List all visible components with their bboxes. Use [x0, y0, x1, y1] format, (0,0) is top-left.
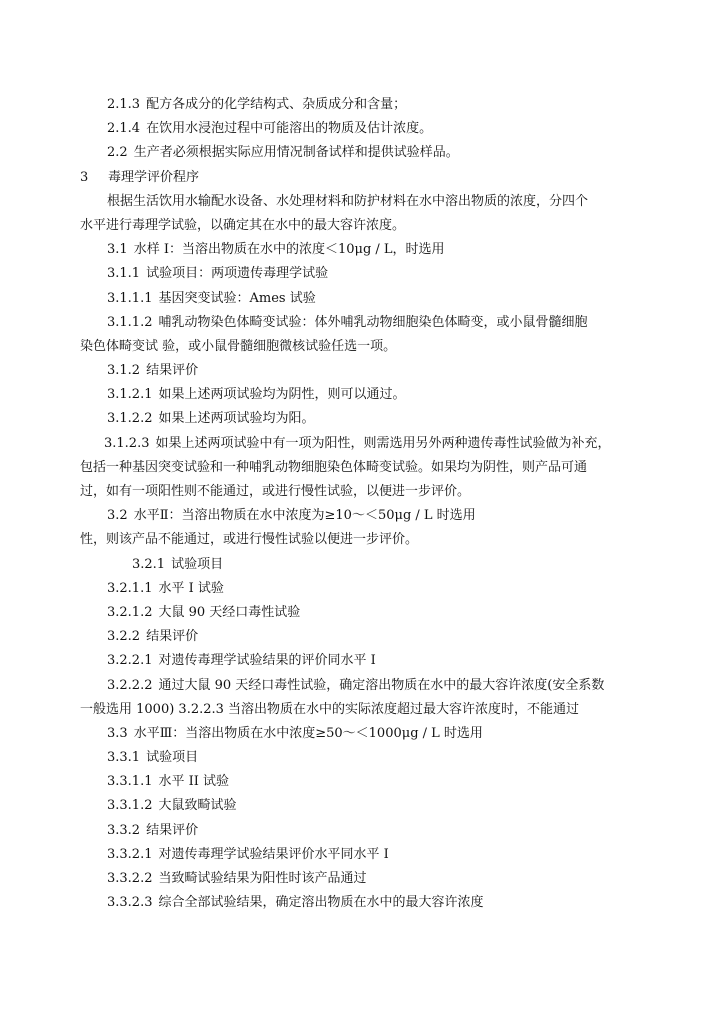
line-text: 水平 I 试验: [158, 580, 224, 596]
section-number: 3.3.1.2: [107, 798, 153, 814]
section-number: 3.3.2.1: [107, 846, 153, 862]
section-number: 3.2.2.2: [107, 677, 153, 693]
line-text: 生产者必须根据实际应用情况制备试样和提供试验样品。: [133, 145, 459, 161]
section-number: 3.1.2: [107, 363, 141, 379]
section-number: 3.2.1.2: [107, 604, 153, 620]
line-text: 结果评价: [146, 363, 199, 379]
section-number: 3.1.2.2: [107, 411, 153, 427]
line-text: 结果评价: [146, 629, 199, 645]
text-line: [80, 432, 660, 456]
text-line: [80, 794, 660, 818]
text-line: [80, 407, 660, 431]
text-line: [80, 335, 660, 359]
text-line: [80, 456, 660, 480]
document-body: [80, 93, 660, 915]
line-text: 试验项目: [146, 750, 199, 766]
text-line: [80, 577, 660, 601]
text-line: [80, 141, 660, 165]
text-line: [80, 190, 660, 214]
line-text: 水平Ⅲ：当溶出物质在水中浓度≥50～＜1000μg / L 时选用: [133, 725, 483, 741]
section-number: 3.1.1: [107, 266, 141, 282]
line-text: 性，则该产品不能通过，或进行慢性试验以便进一步评价。: [80, 532, 419, 548]
text-line: [80, 553, 660, 577]
text-line: [80, 770, 660, 794]
section-number: 2.1.3: [107, 97, 141, 112]
line-text: 配方各成分的化学结构式、杂质成分和含量；: [146, 97, 407, 112]
text-line: [80, 625, 660, 649]
text-line: [80, 601, 660, 625]
text-line: [80, 722, 660, 746]
section-number: 3.2.2.1: [107, 653, 153, 669]
section-number: 3.3.2.3: [107, 895, 153, 911]
line-text: 当致畸试验结果为阳性时该产品通过: [158, 871, 367, 886]
text-line: [80, 238, 660, 262]
line-text: 哺乳动物染色体畸变试验：体外哺乳动物细胞染色体畸变，或小鼠骨髓细胞: [158, 314, 588, 330]
line-text: 如果上述两项试验中有一项为阳性，则需选用另外两种遗传毒性试验做为补充，: [155, 435, 611, 451]
text-line: [80, 287, 660, 311]
section-number: 3.1.1.1: [107, 290, 153, 306]
line-text: 一般选用 1000) 3.2.2.3 当溶出物质在水中的实际浓度超过最大容许浓度时，不能通过: [80, 701, 580, 717]
section-number: 3: [80, 169, 89, 185]
line-text: 通过大鼠 90 天经口毒性试验，确定溶出物质在水中的最大容许浓度(安全系数: [158, 677, 605, 693]
section-number: 3.2.1: [132, 556, 166, 572]
line-text: 水平Ⅱ：当溶出物质在水中浓度为≥10～＜50μg / L 时选用: [133, 508, 476, 524]
text-line: [80, 504, 660, 528]
section-number: 3.1: [107, 242, 128, 258]
line-text: 包括一种基因突变试验和一种哺乳动物细胞染色体畸变试验。如果均为阴性，则产品可通: [80, 459, 588, 475]
section-number: 3.3.2: [107, 822, 141, 838]
text-line: [80, 891, 660, 915]
section-number: 3.3.1.1: [107, 774, 153, 790]
text-line: [80, 867, 660, 891]
section-number: 3.3.1: [107, 750, 141, 766]
line-text: 如果上述两项试验均为阴性，则可以通过。: [158, 387, 406, 403]
section-number: 2.1.4: [107, 121, 141, 137]
text-line: [80, 746, 660, 770]
line-text: 水样 I：当溶出物质在水中的浓度＜10μg / L，时选用: [133, 242, 445, 258]
text-line: [80, 93, 660, 117]
line-text: 试验项目: [171, 556, 224, 572]
text-line: [80, 262, 660, 286]
text-line: [80, 819, 660, 843]
line-text: 大鼠致畸试验: [158, 798, 237, 814]
text-line: [80, 480, 660, 504]
text-line: [80, 843, 660, 867]
line-text: 试验项目：两项遗传毒理学试验: [146, 266, 329, 282]
line-text: 过，如有一项阳性则不能通过，或进行慢性试验，以便进一步评价。: [80, 484, 471, 499]
line-text: 根据生活饮用水输配水设备、水处理材料和防护材料在水中溶出物质的浓度，分四个: [107, 193, 589, 209]
line-text: 结果评价: [146, 822, 199, 838]
line-text: 水平进行毒理学试验，以确定其在水中的最大容许浓度。: [80, 217, 406, 233]
section-number: 3.1.2.1: [107, 387, 153, 403]
line-text: 如果上述两项试验均为阳。: [158, 411, 315, 427]
text-line: [80, 528, 660, 552]
text-line: [80, 359, 660, 383]
line-text: 大鼠 90 天经口毒性试验: [158, 604, 301, 620]
section-number: 3.3: [107, 725, 128, 741]
text-line: [80, 166, 660, 190]
text-line: [80, 311, 660, 335]
section-number: 3.1.2.3: [104, 435, 150, 451]
text-line: [80, 698, 660, 722]
section-number: 3.3.2.2: [107, 871, 153, 886]
section-number: 3.2: [107, 508, 128, 524]
line-text: 基因突变试验：Ames 试验: [158, 290, 316, 306]
text-line: [80, 674, 660, 698]
line-text: 在饮用水浸泡过程中可能溶出的物质及估计浓度。: [146, 121, 433, 137]
line-text: 对遗传毒理学试验结果的评价同水平 Ⅰ: [158, 653, 376, 669]
line-text: 毒理学评价程序: [108, 169, 200, 185]
text-line: [80, 117, 660, 141]
section-number: 3.2.1.1: [107, 580, 153, 596]
section-number: 3.2.2: [107, 629, 141, 645]
section-number: 2.2: [107, 145, 128, 161]
line-text: 对遗传毒理学试验结果评价水平同水平 Ⅰ: [158, 846, 389, 862]
section-number: 3.1.1.2: [107, 314, 153, 330]
text-line: [80, 214, 660, 238]
line-text: 水平 II 试验: [158, 774, 230, 790]
line-text: 染色体畸变试 验，或小鼠骨髓细胞微核试验任选一项。: [80, 338, 397, 354]
line-text: 综合全部试验结果，确定溶出物质在水中的最大容许浓度: [158, 895, 484, 911]
text-line: [80, 383, 660, 407]
text-line: [80, 649, 660, 673]
